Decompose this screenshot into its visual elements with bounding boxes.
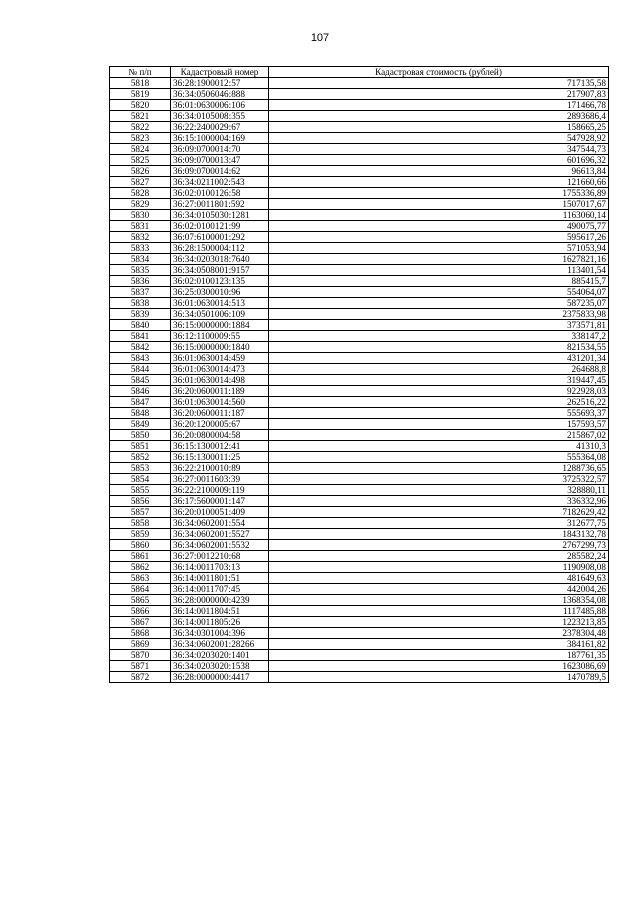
cadastral-value-cell: 1755336,89: [269, 188, 609, 199]
cadastral-value-cell: 1470789,5: [269, 672, 609, 683]
row-number-cell: 5860: [110, 540, 171, 551]
table-row: [110, 199, 609, 210]
row-number-cell: 5849: [110, 419, 171, 430]
table-row: [110, 408, 609, 419]
cadastral-value-cell: 113401,54: [269, 265, 609, 276]
cadastral-number-cell: 36:14:0011805:26: [171, 617, 269, 628]
row-number-cell: 5845: [110, 375, 171, 386]
row-number-cell: 5871: [110, 661, 171, 672]
row-number-cell: 5852: [110, 452, 171, 463]
row-number-cell: 5854: [110, 474, 171, 485]
cadastral-number-cell: 36:22:2400029:67: [171, 122, 269, 133]
cadastral-value-cell: 587235,07: [269, 298, 609, 309]
row-number-cell: 5819: [110, 89, 171, 100]
header-row: [110, 67, 609, 78]
row-number-cell: 5834: [110, 254, 171, 265]
row-number-cell: 5853: [110, 463, 171, 474]
row-number-cell: 5830: [110, 210, 171, 221]
cadastral-number-cell: 36:20:0800004:58: [171, 430, 269, 441]
cadastral-number-cell: 36:34:0602001:5532: [171, 540, 269, 551]
header-cadastral-value: Кадастровая стоимость (рублей): [269, 67, 609, 78]
cadastral-value-cell: 2893686,4: [269, 111, 609, 122]
table-row: [110, 397, 609, 408]
cadastral-value-cell: 347544,73: [269, 144, 609, 155]
cadastral-value-cell: 1627821,16: [269, 254, 609, 265]
table-row: [110, 166, 609, 177]
table-row: [110, 661, 609, 672]
table-row: [110, 617, 609, 628]
row-number-cell: 5833: [110, 243, 171, 254]
row-number-cell: 5840: [110, 320, 171, 331]
cadastral-value-cell: 571053,94: [269, 243, 609, 254]
cadastral-number-cell: 36:02:0100121:99: [171, 221, 269, 232]
table-row: [110, 573, 609, 584]
row-number-cell: 5818: [110, 78, 171, 89]
table-row: [110, 155, 609, 166]
cadastral-number-cell: 36:09:0700014:70: [171, 144, 269, 155]
row-number-cell: 5856: [110, 496, 171, 507]
cadastral-value-cell: 490075,77: [269, 221, 609, 232]
cadastral-number-cell: 36:27:0012210:68: [171, 551, 269, 562]
cadastral-value-cell: 171466,78: [269, 100, 609, 111]
table-row: [110, 331, 609, 342]
cadastral-number-cell: 36:20:0600011:187: [171, 408, 269, 419]
cadastral-number-cell: 36:01:0630014:560: [171, 397, 269, 408]
cadastral-number-cell: 36:15:1300011:25: [171, 452, 269, 463]
table-row: [110, 507, 609, 518]
table-row: [110, 144, 609, 155]
cadastral-number-cell: 36:34:0602001:554: [171, 518, 269, 529]
cadastral-number-cell: 36:34:0301004:396: [171, 628, 269, 639]
cadastral-number-cell: 36:01:0630006:106: [171, 100, 269, 111]
cadastral-value-cell: 2767299,73: [269, 540, 609, 551]
cadastral-value-cell: 717135,58: [269, 78, 609, 89]
cadastral-number-cell: 36:20:1200005:67: [171, 419, 269, 430]
cadastral-value-cell: 373571,81: [269, 320, 609, 331]
cadastral-value-cell: 41310,3: [269, 441, 609, 452]
row-number-cell: 5829: [110, 199, 171, 210]
cadastral-number-cell: 36:27:0011603:39: [171, 474, 269, 485]
row-number-cell: 5839: [110, 309, 171, 320]
cadastral-number-cell: 36:34:0211002:543: [171, 177, 269, 188]
cadastral-value-cell: 96613,84: [269, 166, 609, 177]
table-row: [110, 287, 609, 298]
cadastral-number-cell: 36:15:1000004:169: [171, 133, 269, 144]
table-row: [110, 320, 609, 331]
row-number-cell: 5828: [110, 188, 171, 199]
cadastral-value-cell: 264688,8: [269, 364, 609, 375]
cadastral-value-cell: 262516,22: [269, 397, 609, 408]
cadastral-value-cell: 187761,35: [269, 650, 609, 661]
row-number-cell: 5858: [110, 518, 171, 529]
table-row: [110, 584, 609, 595]
cadastral-value-cell: 547928,92: [269, 133, 609, 144]
cadastral-value-cell: 1288736,65: [269, 463, 609, 474]
cadastral-value-cell: 121660,66: [269, 177, 609, 188]
table-row: [110, 89, 609, 100]
row-number-cell: 5855: [110, 485, 171, 496]
cadastral-number-cell: 36:01:0630014:498: [171, 375, 269, 386]
cadastral-value-table: [109, 66, 609, 683]
cadastral-number-cell: 36:14:0011801:51: [171, 573, 269, 584]
cadastral-value-cell: 1507017,67: [269, 199, 609, 210]
row-number-cell: 5821: [110, 111, 171, 122]
row-number-cell: 5832: [110, 232, 171, 243]
table-row: [110, 595, 609, 606]
table-row: [110, 452, 609, 463]
row-number-cell: 5859: [110, 529, 171, 540]
cadastral-value-cell: 595617,26: [269, 232, 609, 243]
row-number-cell: 5850: [110, 430, 171, 441]
row-number-cell: 5848: [110, 408, 171, 419]
cadastral-value-cell: 312677,75: [269, 518, 609, 529]
cadastral-number-cell: 36:14:0011703:13: [171, 562, 269, 573]
cadastral-number-cell: 36:28:0000000:4417: [171, 672, 269, 683]
table-row: [110, 265, 609, 276]
row-number-cell: 5846: [110, 386, 171, 397]
table-row: [110, 386, 609, 397]
cadastral-value-cell: 431201,34: [269, 353, 609, 364]
cadastral-number-cell: 36:22:2100010:89: [171, 463, 269, 474]
cadastral-number-cell: 36:02:0100126:58: [171, 188, 269, 199]
row-number-cell: 5863: [110, 573, 171, 584]
cadastral-number-cell: 36:28:1900012:57: [171, 78, 269, 89]
cadastral-value-cell: 215867,02: [269, 430, 609, 441]
table-row: [110, 529, 609, 540]
row-number-cell: 5820: [110, 100, 171, 111]
table-row: [110, 78, 609, 89]
table-row: [110, 111, 609, 122]
row-number-cell: 5841: [110, 331, 171, 342]
row-number-cell: 5847: [110, 397, 171, 408]
table-row: [110, 177, 609, 188]
row-number-cell: 5842: [110, 342, 171, 353]
row-number-cell: 5870: [110, 650, 171, 661]
row-number-cell: 5823: [110, 133, 171, 144]
cadastral-value-cell: 384161,82: [269, 639, 609, 650]
cadastral-number-cell: 36:09:0700013:47: [171, 155, 269, 166]
cadastral-value-cell: 2375833,98: [269, 309, 609, 320]
table-row: [110, 419, 609, 430]
table-header: [110, 67, 609, 78]
table-row: [110, 540, 609, 551]
row-number-cell: 5872: [110, 672, 171, 683]
table-row: [110, 276, 609, 287]
cadastral-number-cell: 36:15:0000000:1884: [171, 320, 269, 331]
table-row: [110, 463, 609, 474]
table-row: [110, 298, 609, 309]
cadastral-number-cell: 36:17:5600001:147: [171, 496, 269, 507]
table-row: [110, 353, 609, 364]
cadastral-number-cell: 36:22:2100009:119: [171, 485, 269, 496]
cadastral-value-cell: 158665,25: [269, 122, 609, 133]
cadastral-value-cell: 319447,45: [269, 375, 609, 386]
table-row: [110, 474, 609, 485]
row-number-cell: 5864: [110, 584, 171, 595]
cadastral-value-cell: 555693,37: [269, 408, 609, 419]
page-number: 107: [310, 32, 330, 44]
row-number-cell: 5825: [110, 155, 171, 166]
cadastral-value-cell: 1623086,69: [269, 661, 609, 672]
cadastral-value-cell: 554064,07: [269, 287, 609, 298]
cadastral-number-cell: 36:12:1100009:55: [171, 331, 269, 342]
cadastral-number-cell: 36:34:0203020:1538: [171, 661, 269, 672]
cadastral-number-cell: 36:25:0300010:96: [171, 287, 269, 298]
row-number-cell: 5827: [110, 177, 171, 188]
cadastral-number-cell: 36:34:0203018:7640: [171, 254, 269, 265]
cadastral-number-cell: 36:01:0630014:473: [171, 364, 269, 375]
row-number-cell: 5822: [110, 122, 171, 133]
table-row: [110, 232, 609, 243]
row-number-cell: 5843: [110, 353, 171, 364]
cadastral-value-cell: 555364,08: [269, 452, 609, 463]
cadastral-number-cell: 36:14:0011804:51: [171, 606, 269, 617]
table-row: [110, 441, 609, 452]
cadastral-number-cell: 36:15:0000000:1840: [171, 342, 269, 353]
row-number-cell: 5867: [110, 617, 171, 628]
cadastral-value-cell: 1843132,78: [269, 529, 609, 540]
row-number-cell: 5836: [110, 276, 171, 287]
cadastral-value-cell: 922928,03: [269, 386, 609, 397]
row-number-cell: 5824: [110, 144, 171, 155]
row-number-cell: 5862: [110, 562, 171, 573]
row-number-cell: 5851: [110, 441, 171, 452]
table-row: [110, 518, 609, 529]
row-number-cell: 5861: [110, 551, 171, 562]
table-row: [110, 430, 609, 441]
table-row: [110, 342, 609, 353]
cadastral-number-cell: 36:34:0506046:888: [171, 89, 269, 100]
cadastral-value-cell: 481649,63: [269, 573, 609, 584]
table-row: [110, 650, 609, 661]
header-cadastral-number: Кадастровый номер: [171, 67, 269, 78]
row-number-cell: 5869: [110, 639, 171, 650]
row-number-cell: 5844: [110, 364, 171, 375]
cadastral-value-cell: 1223213,85: [269, 617, 609, 628]
cadastral-value-cell: 217907,83: [269, 89, 609, 100]
table-row: [110, 485, 609, 496]
cadastral-value-cell: 601696,32: [269, 155, 609, 166]
cadastral-value-cell: 1368354,08: [269, 595, 609, 606]
cadastral-number-cell: 36:20:0600011:189: [171, 386, 269, 397]
cadastral-number-cell: 36:01:0630014:459: [171, 353, 269, 364]
table-row: [110, 364, 609, 375]
cadastral-number-cell: 36:27:0011801:592: [171, 199, 269, 210]
cadastral-value-cell: 7182629,42: [269, 507, 609, 518]
cadastral-number-cell: 36:02:0100123:135: [171, 276, 269, 287]
cadastral-value-cell: 1190908,08: [269, 562, 609, 573]
row-number-cell: 5838: [110, 298, 171, 309]
table-row: [110, 254, 609, 265]
cadastral-number-cell: 36:28:0000000:4239: [171, 595, 269, 606]
cadastral-number-cell: 36:28:1500004:112: [171, 243, 269, 254]
cadastral-value-cell: 157593,57: [269, 419, 609, 430]
cadastral-number-cell: 36:14:0011707:45: [171, 584, 269, 595]
table-row: [110, 243, 609, 254]
table-row: [110, 496, 609, 507]
table-body: [110, 78, 609, 683]
table-row: [110, 606, 609, 617]
cadastral-number-cell: 36:34:0105030:1281: [171, 210, 269, 221]
cadastral-number-cell: 36:20:0100051:409: [171, 507, 269, 518]
table-row: [110, 100, 609, 111]
row-number-cell: 5831: [110, 221, 171, 232]
table-row: [110, 551, 609, 562]
row-number-cell: 5837: [110, 287, 171, 298]
row-number-cell: 5866: [110, 606, 171, 617]
cadastral-value-cell: 3725322,57: [269, 474, 609, 485]
table-row: [110, 375, 609, 386]
cadastral-number-cell: 36:34:0602001:28266: [171, 639, 269, 650]
cadastral-number-cell: 36:34:0501006:109: [171, 309, 269, 320]
table-row: [110, 562, 609, 573]
header-row-number: № п/п: [110, 67, 171, 78]
cadastral-number-cell: 36:07:6100001:292: [171, 232, 269, 243]
table-row: [110, 221, 609, 232]
cadastral-value-cell: 885415,7: [269, 276, 609, 287]
cadastral-value-cell: 442004,26: [269, 584, 609, 595]
cadastral-value-cell: 1117485,88: [269, 606, 609, 617]
table-row: [110, 122, 609, 133]
table-row: [110, 628, 609, 639]
cadastral-number-cell: 36:15:1300012:41: [171, 441, 269, 452]
table-row: [110, 210, 609, 221]
table-row: [110, 309, 609, 320]
table-row: [110, 188, 609, 199]
cadastral-value-cell: 821534,55: [269, 342, 609, 353]
cadastral-value-cell: 338147,2: [269, 331, 609, 342]
cadastral-number-cell: 36:34:0508001:9157: [171, 265, 269, 276]
cadastral-value-cell: 2378304,48: [269, 628, 609, 639]
cadastral-value-cell: 285582,24: [269, 551, 609, 562]
cadastral-number-cell: 36:34:0105008:355: [171, 111, 269, 122]
cadastral-number-cell: 36:09:0700014:62: [171, 166, 269, 177]
cadastral-number-cell: 36:01:0630014:513: [171, 298, 269, 309]
row-number-cell: 5835: [110, 265, 171, 276]
cadastral-value-cell: 1163060,14: [269, 210, 609, 221]
cadastral-value-cell: 328880,11: [269, 485, 609, 496]
table-row: [110, 639, 609, 650]
row-number-cell: 5865: [110, 595, 171, 606]
cadastral-number-cell: 36:34:0602001:5527: [171, 529, 269, 540]
cadastral-value-cell: 336332,96: [269, 496, 609, 507]
table-row: [110, 133, 609, 144]
row-number-cell: 5857: [110, 507, 171, 518]
cadastral-number-cell: 36:34:0203020:1401: [171, 650, 269, 661]
table-row: [110, 672, 609, 683]
row-number-cell: 5868: [110, 628, 171, 639]
row-number-cell: 5826: [110, 166, 171, 177]
